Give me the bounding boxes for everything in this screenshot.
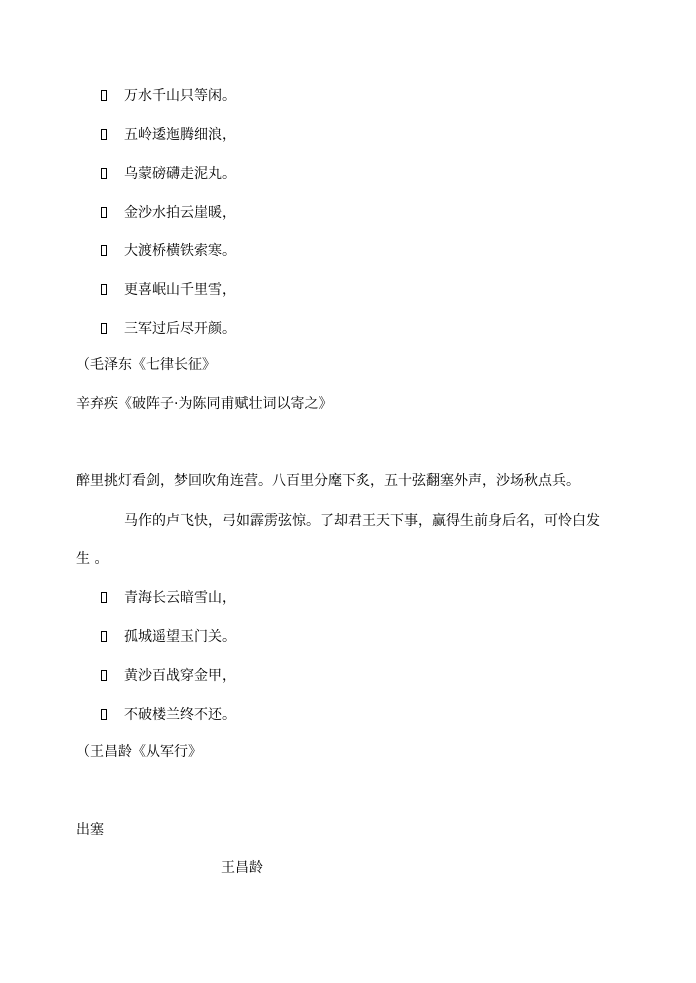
bullet-icon <box>101 90 107 101</box>
poem2-paragraph-1: 醉里挑灯看剑，梦回吹角连营。八百里分麾下炙，五十弦翻塞外声，沙场秋点兵。 <box>76 473 580 489</box>
poem1-source: （毛泽东《七律长征》 <box>76 357 216 373</box>
poem-line: 青海长云暗雪山， <box>124 590 236 606</box>
poem2-paragraph-2-line-2: 生 。 <box>76 551 109 567</box>
bullet-icon <box>101 168 107 179</box>
bullet-icon <box>101 284 107 295</box>
poem-line: 黄沙百战穿金甲， <box>124 668 236 684</box>
poem-line: 大渡桥横铁索寒。 <box>124 243 236 259</box>
bullet-icon <box>101 670 107 681</box>
poem-line: 金沙水拍云崖暖， <box>124 205 236 221</box>
poem-line: 乌蒙磅礴走泥丸。 <box>124 166 236 182</box>
bullet-icon <box>101 592 107 603</box>
poem3-source: （王昌龄《从军行》 <box>76 744 202 760</box>
bullet-icon <box>101 709 107 720</box>
bullet-icon <box>101 323 107 334</box>
poem4-author: 王昌龄 <box>221 860 263 876</box>
poem4-title: 出塞 <box>76 822 104 838</box>
poem-line: 万水千山只等闲。 <box>124 88 236 104</box>
poem-line: 三军过后尽开颜。 <box>124 321 236 337</box>
poem-line: 更喜岷山千里雪， <box>124 282 236 298</box>
poem2-title: 辛弃疾《破阵子·为陈同甫赋壮词以寄之》 <box>76 396 333 412</box>
bullet-icon <box>101 631 107 642</box>
poem-line: 孤城遥望玉门关。 <box>124 629 236 645</box>
poem-line: 五岭逶迤腾细浪， <box>124 127 236 143</box>
bullet-icon <box>101 245 107 256</box>
poem2-paragraph-2-line-1: 马作的卢飞快，弓如霹雳弦惊。了却君王天下事，赢得生前身后名，可怜白发 <box>124 513 600 529</box>
bullet-icon <box>101 207 107 218</box>
bullet-icon <box>101 129 107 140</box>
poem-line: 不破楼兰终不还。 <box>124 707 236 723</box>
